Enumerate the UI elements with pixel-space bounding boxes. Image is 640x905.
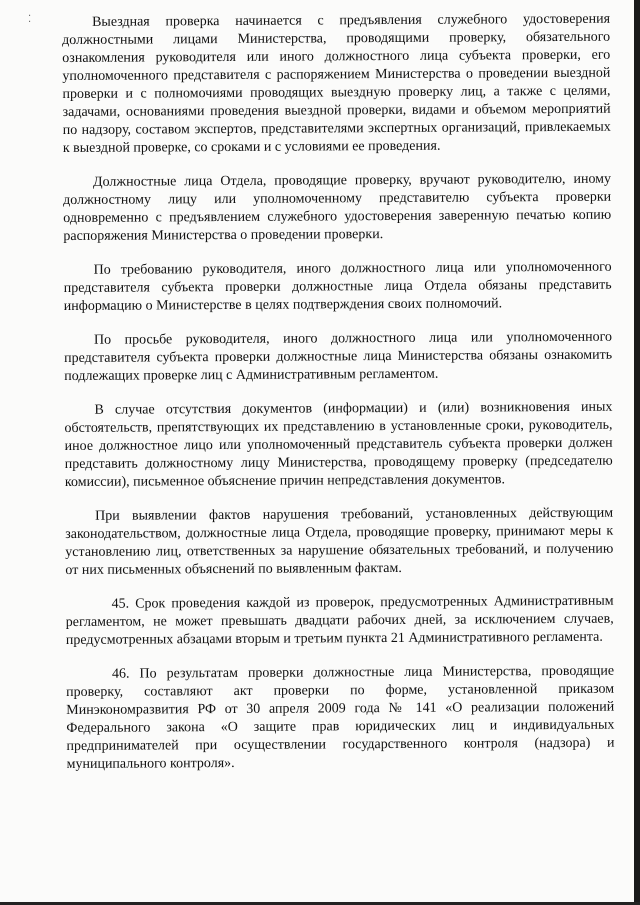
- scan-edge-right: [634, 0, 640, 905]
- scan-mark: ⁚: [28, 14, 32, 25]
- paragraph-handover-order-copy: Должностные лица Отдела, проводящие проверку, вручают руководителю, иному должностному лицу или уполномоченному представителю субъекта проверки одновременно с предъявлением служебного удостоверения заверенную печатью копию распоряжения Министерства о проведении проверки.: [63, 171, 612, 244]
- paragraph-missing-documents: В случае отсутствия документов (информации) и (или) возникновения иных обстоятельств, препятствующих их представлению в установленные сроки, руководитель, иное должностное лицо или уполномоченный представитель субъекта проверки должен представить должностному лицу Министерства, проводящему проверку (председателю комиссии), письменное объяснение причин непредставления документов.: [64, 399, 613, 490]
- paragraph-regulation-familiarization: По просьбе руководителя, иного должностного лица или уполномоченного представителя субъекта проверки должностные лица Министерства обязаны ознакомить подлежащих проверке лиц с Административным регламентом.: [64, 329, 613, 384]
- paragraph-item-45: 45. Срок проведения каждой из проверок, предусмотренных Административным регламентом, не может превышать двадцати рабочих дней, за исключением случаев, предусмотренных абзацами вторым и третьим пункта 21 Административного регламента.: [65, 593, 614, 648]
- paragraph-violations-found: При выявлении фактов нарушения требований, установленных действующим законодательством, должностные лица Отдела, проводящие проверку, принимают меры к установлению лиц, ответственных за нарушение обязательных требований, и получению от них письменных объяснений по выявленным фактам.: [65, 505, 614, 578]
- document-body: [62, 11, 615, 790]
- paragraph-item-46: 46. По результатам проверки должностные лица Министерства, проводящие проверку, составляют акт проверки по форме, установленной приказом Минэкономразвития РФ от 30 апреля 2009 года № 141 «О реализации положений Федерального закона «О защите прав юридических лиц и индивидуальных предпринимателей при осуществлении государственного контроля (надзора) и муниципального контроля».: [66, 663, 615, 772]
- paragraph-ministry-information: По требованию руководителя, иного должностного лица или уполномоченного представителя субъекта проверки должностные лица Отдела обязаны представить информацию о Министерстве в целях подтверждения своих полномочий.: [63, 259, 612, 314]
- paragraph-on-site-inspection-start: Выездная проверка начинается с предъявления служебного удостоверения должностными лицами Министерства, проводящими проверку, обязательного ознакомления руководителя или иного должностного лица субъекта проверки, его уполномоченного представителя с распоряжением Министерства о проведении выездной проверки и с полномочиями проводящих выездную проверку лиц, а также с целями, задачами, основаниями проведения выездной проверки, видами и объемом мероприятий по надзору, составом экспертов, представителями экспертных организаций, привлекаемых к выездной проверке, со сроками и с условиями ее проведения.: [62, 11, 611, 156]
